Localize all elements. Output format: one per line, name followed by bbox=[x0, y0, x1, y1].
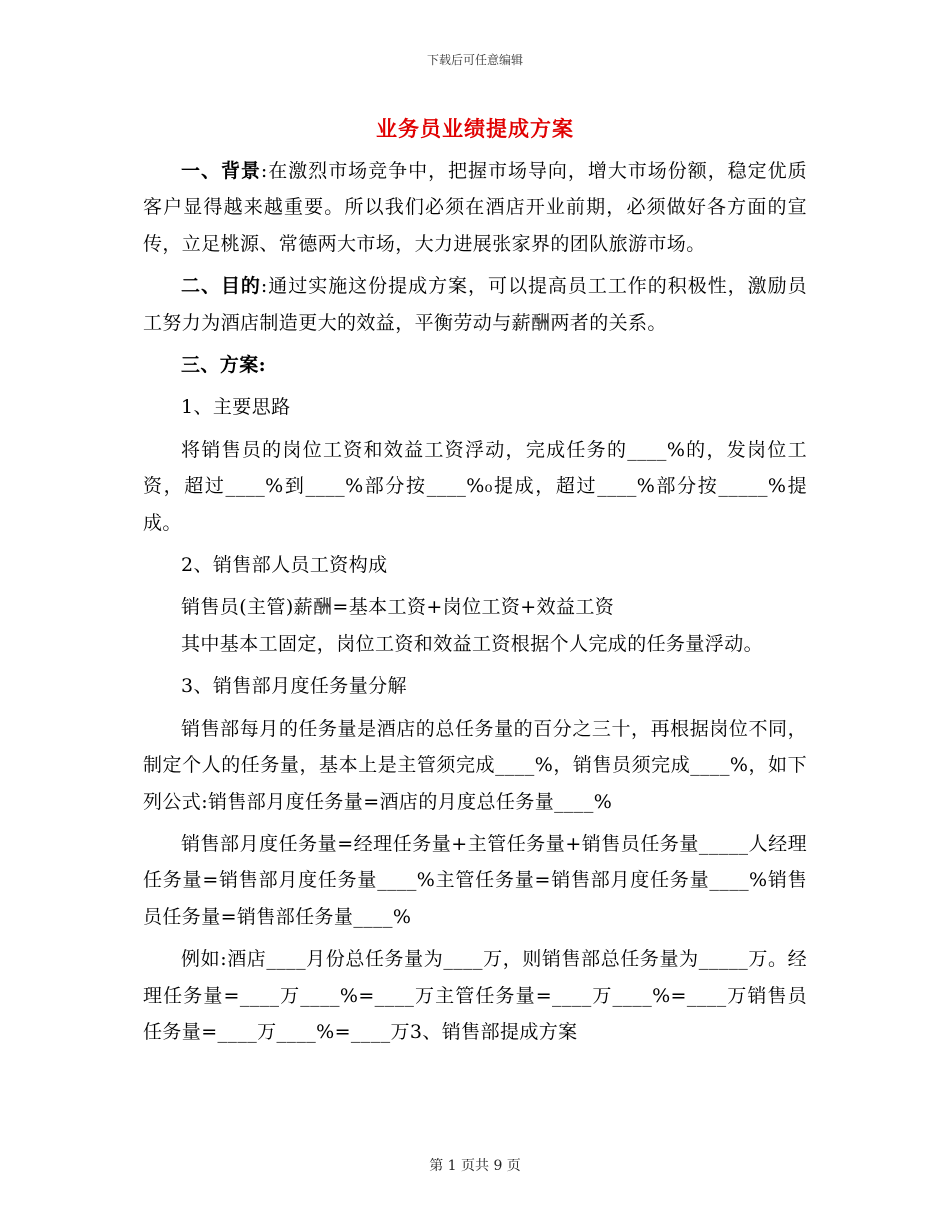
purpose-text: :通过实施这份提成方案，可以提高员工工作的积极性，激励员工努力为酒店制造更大的效益，平衡劳动与薪酬两者的关系。 bbox=[143, 275, 807, 334]
page-header-note: 下载后可任意编辑 bbox=[426, 53, 523, 67]
section-1-heading: 1、主要思路 bbox=[181, 396, 291, 419]
purpose-label: 二、目的 bbox=[181, 275, 261, 298]
background-paragraph bbox=[143, 153, 807, 262]
plan-heading: 三、方案: bbox=[181, 354, 267, 377]
document-body bbox=[143, 153, 807, 1050]
section-1-text: 将销售员的岗位工资和效益工资浮动，完成任务的____%的，发岗位工资，超过____%到____%部分按____%₀提成，超过____%部分按_____%提成。 bbox=[143, 438, 807, 534]
section-3-text-1: 销售部每月的任务量是酒店的总任务量的百分之三十，再根据岗位不同，制定个人的任务量，基本上是主管须完成____%，销售员须完成____%，如下列公式:销售部月度任务量=酒店的月度总任务量____% bbox=[143, 717, 807, 813]
section-3-example: 例如:酒店____月份总任务量为____万，则销售部总任务量为_____万。经理任务量=____万____%=____万主管任务量=____万____%=____万销售员任务量=____万____%=____万3、销售部提成方案 bbox=[143, 948, 807, 1043]
section-2-heading: 2、销售部人员工资构成 bbox=[181, 554, 388, 577]
section-3-heading: 3、销售部月度任务量分解 bbox=[181, 675, 407, 698]
document-title: 业务员业绩提成方案 bbox=[376, 116, 574, 141]
section-2-formula: 销售员(主管)薪酬=基本工资+岗位工资+效益工资 bbox=[181, 596, 615, 619]
background-label: 一、背景 bbox=[181, 160, 261, 182]
page-number-footer: 第 1 页共 9 页 bbox=[429, 1158, 521, 1174]
background-text: :在激烈市场竞争中，把握市场导向，增大市场份额，稳定优质客户显得越来越重要。所以我们必须在酒店开业前期，必须做好各方面的宣传，立足桃源、常德两大市场，大力进展张家界的团队旅游市场。 bbox=[143, 160, 807, 255]
section-3-text-2: 销售部月度任务量=经理任务量+主管任务量+销售员任务量_____人经理任务量=销售部月度任务量____%主管任务量=销售部月度任务量____%销售员任务量=销售部任务量____% bbox=[143, 832, 807, 928]
section-2-text: 其中基本工固定，岗位工资和效益工资根据个人完成的任务量浮动。 bbox=[181, 632, 764, 655]
purpose-paragraph bbox=[143, 268, 807, 341]
